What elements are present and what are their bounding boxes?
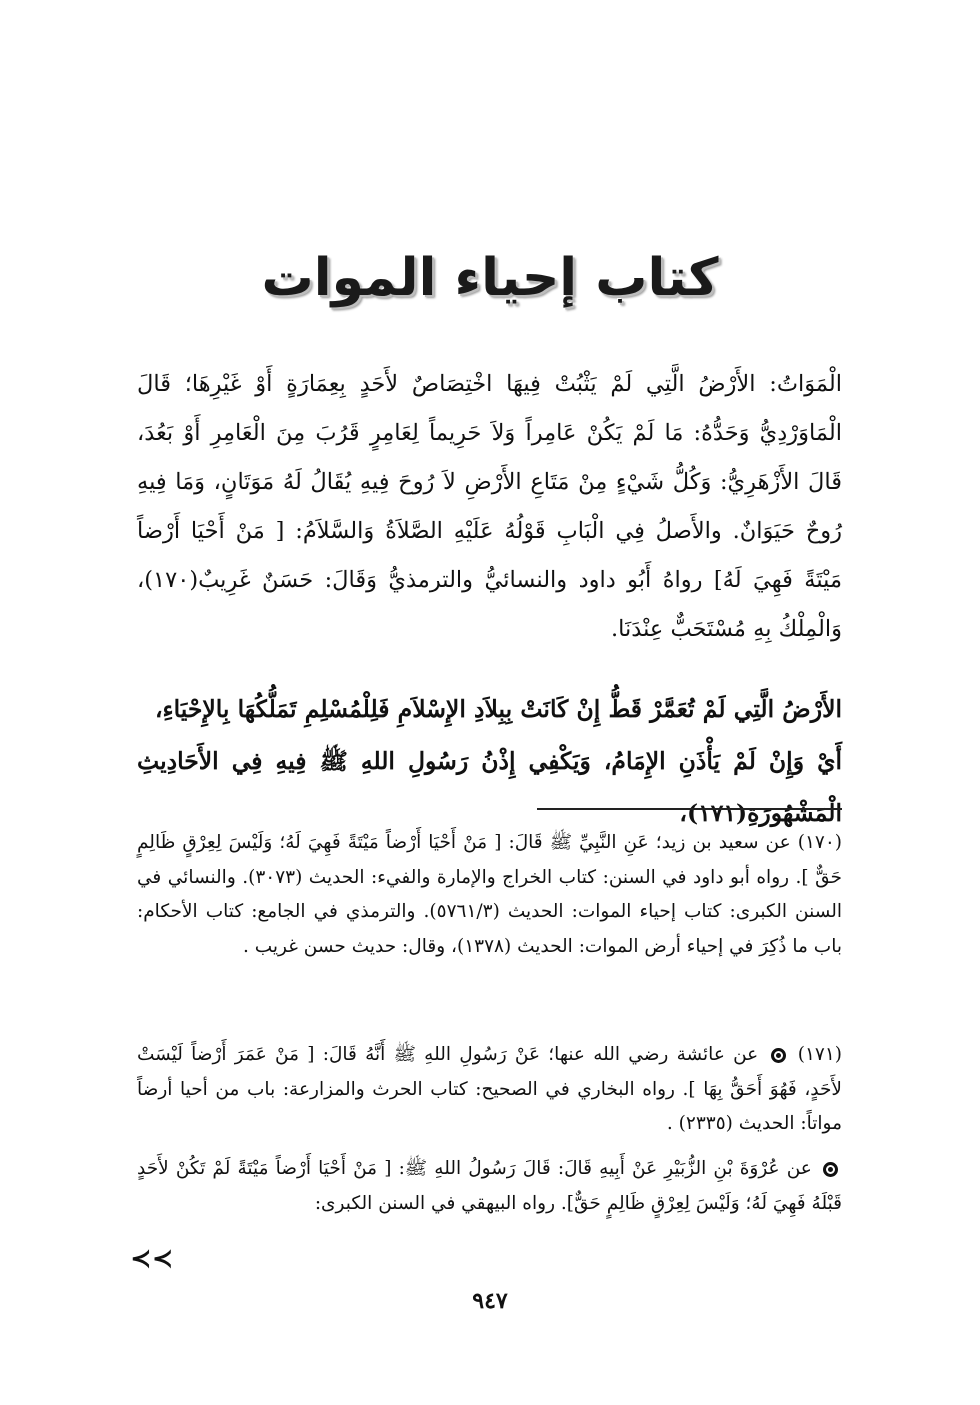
- continuation-arrows-icon: ≺≺: [130, 1244, 174, 1274]
- chapter-title: كتاب إحياء الموات: [261, 248, 719, 308]
- page-number: ٩٤٧: [472, 1288, 508, 1314]
- footnote-separator: [537, 808, 842, 810]
- intro-paragraph: الْمَوَاتُ: الأَرْضُ الَّتِي لَمْ يَثْبُتْ فِيهَا اخْتِصَاصٌ لأَحَدٍ بِعِمَارَةٍ أَوْ غَيْرِهَا؛ قَالَ الْمَاوَرْدِيُّ وَحَدُّهُ: مَا لَمْ يَكُنْ عَامِراً وَلاَ حَرِيماً لِعَامِرٍ قَرُبَ مِنَ الْعَامِرِ أَوْ بَعُدَ، قَالَ الأَزْهَرِيُّ: وَكُلُّ شَيْءٍ مِنْ مَتَاعِ الأَرْضِ لاَ رُوحَ فِيهِ يُقَالُ لَهُ مَوَتَانٍ، وَمَا فِيهِ رُوحٌ حَيَوَانٌ. والأَصلُ فِي الْبَابِ قَوْلُهُ عَلَيْهِ الصَّلاَةُ وَالسَّلاَمُ: [ مَنْ أَحْيَا أَرْضاً مَيْتَةً فَهِيَ لَهُ] رواهُ أَبُو داود والنسائيُّ والترمذيُّ وَقَالَ: حَسَنٌ غَرِيبٌ(١٧٠)، وَالْمِلْكُ بِهِ مُسْتَحَبٌّ عِنْدَنَا.: [137, 371, 842, 642]
- bullet-icon: [771, 1048, 786, 1063]
- footnote-170: (١٧٠) عن سعيد بن زيد؛ عَنِ النَّبِيِّ ﷺ قَالَ: [ مَنْ أَحْيَا أَرْضاً مَيْتَةً فَهِيَ لَهُ؛ وَلَيْسَ لِعِرْقٍ ظَالِمٍ حَقٌّ ]. رواه أبو داود في السنن: كتاب الخراج والإمارة والفيء: الحديث (٣٠٧٣). والنسائي في السنن الكبرى: كتاب إحياء الموات: الحديث (٥٧٦١/٣). والترمذي في الجامع: كتاب الأحكام: باب ما ذُكِرَ في إحياء أرض الموات: الحديث (١٣٧٨)، وقال: حديث حسن غريب .: [137, 832, 842, 957]
- footnote-171-text: عن عائشة رضي الله عنها؛ عَنْ رَسُولِ اللهِ ﷺ أَنَّهُ قَالَ: [ مَنْ عَمَرَ أَرْضاً لَيْسَتْ لأَحَدٍ، فَهُوَ أَحَقُّ بِهَا ]. رواه البخاري في الصحيح: كتاب الحرث والمزارعة: باب من أحيا أرضاً مواتاً: الحديث (٢٣٣٥) .: [137, 1044, 842, 1134]
- footnote-172: [137, 1152, 842, 1221]
- footnote-172-text: عن عُرْوَةَ بْنِ الزُّبَيْرِ عَنْ أَبِيهِ قَالَ: قَالَ رَسُولُ اللهِ ﷺ: [ مَنْ أَحْيَا أَرْضاً مَيْتَةً لَمْ تَكُنْ لأَحَدٍ قَبْلَهُ فَهِيَ لَهُ؛ وَلَيْسَ لِعِرْقٍ ظَالِمٍ حَقٌّ]. رواه البيهقي في السنن الكبرى:: [137, 1158, 842, 1214]
- matn-paragraph: [137, 683, 842, 839]
- footnote-171-number: (١٧١): [797, 1044, 843, 1065]
- bullet-icon: [823, 1162, 838, 1177]
- footnote-171: [137, 1038, 842, 1142]
- matn-line-2: أَيْ وَإِنْ لَمْ يَأْذَنِ الإِمَامُ، وَيَكْفِي إِذْنُ رَسُولِ اللهِ ﷺ فِيهِ فِي الأَحَادِيثِ الْمَشْهُورَةِ(١٧١)،: [137, 747, 842, 827]
- matn-line-1: الأَرْضُ الَّتِي لَمْ تُعَمَّرْ قَطُّ إِنْ كَانَتْ بِبِلاَدِ الإِسْلاَمِ فَلِلْمُسْلِمِ تَمَلُّكُهَا بِالإِحْيَاءِ،: [154, 695, 842, 723]
